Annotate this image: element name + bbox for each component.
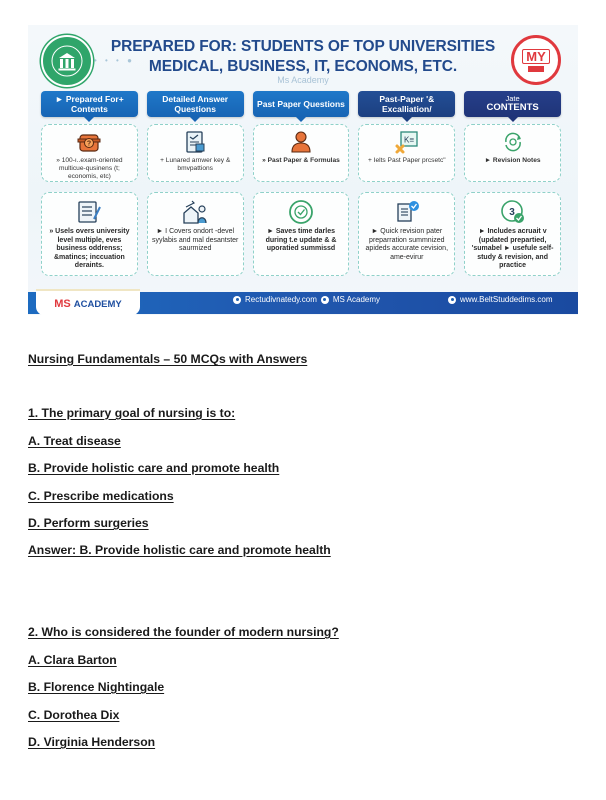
svg-text:?: ? — [87, 140, 92, 148]
my-stamp-logo — [511, 35, 561, 85]
feature-card — [253, 192, 350, 276]
svg-text:K≡: K≡ — [403, 135, 414, 145]
headline-line-1: PREPARED FOR: STUDENTS OF TOP UNIVERSITIES — [110, 38, 496, 55]
stamp-ribbon — [528, 66, 543, 72]
document-title: Nursing Fundamentals – 50 MCQs with Answers — [28, 352, 308, 366]
footer-link-1: Rectudivnatedy.com — [245, 295, 317, 304]
feature-text: ► Quick revision pater preparration summnized apideds accurate cevision, ame-evirur — [365, 228, 449, 261]
feature-text: + Ielts Past Paper prcsetc" — [367, 157, 446, 164]
feature-card — [253, 124, 350, 182]
person-icon — [287, 128, 315, 156]
globe-icon — [233, 296, 241, 304]
question-1-option-d: D. Perform surgeries — [28, 516, 149, 530]
column-headers — [41, 91, 561, 117]
stamp-text: MY — [522, 49, 550, 64]
brand-ms: MS — [54, 298, 71, 310]
feature-card — [147, 124, 244, 182]
headline-line-2: MEDICAL, BUSINESS, IT, ECONOMS, ETC. — [148, 58, 458, 75]
feature-text: ► Revision Notes — [484, 157, 541, 164]
question-1-answer: Answer: B. Provide holistic care and promote health — [28, 543, 331, 557]
question-1-option-a: A. Treat disease — [28, 434, 121, 448]
question-1-option-c: C. Prescribe medications — [28, 489, 174, 503]
column-header-past-paper-questions: Past Paper Questions — [253, 91, 350, 117]
social-icon — [321, 296, 329, 304]
column-header-detailed-answer: Detailed Answer Questions — [147, 91, 244, 117]
feature-card — [41, 124, 138, 182]
feature-card — [358, 124, 455, 182]
promo-banner — [28, 25, 578, 315]
badge-recycle-icon — [286, 197, 316, 227]
feature-card — [358, 192, 455, 276]
footer-website-text: www.BeltStuddedims.com — [460, 295, 553, 304]
question-2-option-c: C. Dorothea Dix — [28, 708, 120, 722]
column-header-contents — [464, 91, 561, 117]
document-board-icon — [393, 128, 421, 156]
building-icon — [50, 44, 84, 78]
banner-headline — [98, 37, 508, 77]
feature-row-1 — [41, 124, 561, 182]
banner-subbrand: Ms Academy — [277, 75, 329, 85]
feature-card — [464, 192, 561, 276]
decorative-dots: • • • ● — [94, 56, 135, 65]
feature-card — [41, 192, 138, 276]
checklist-icon — [74, 197, 104, 227]
question-2-option-d: D. Virginia Henderson — [28, 735, 156, 749]
question-2: 2. Who is considered the founder of modern nursing? — [28, 625, 339, 639]
ms-academy-logo — [36, 289, 140, 315]
svg-text:3: 3 — [508, 207, 515, 218]
feature-text: » Past Paper & Formulas — [262, 157, 340, 164]
feature-text: ► I Covers ondort -devel syylabis and mal desantster saurmized — [152, 228, 239, 252]
footer-link-2: MS Academy — [332, 295, 381, 304]
column-header-small: Jate — [505, 94, 520, 103]
feature-text: ► Saves time darles during t.e update & & uporatied summissd — [265, 228, 337, 252]
answer-sheet-icon — [181, 128, 209, 156]
column-header-past-paper-excalliation: Past-Paper '& Excalliation/ — [358, 91, 455, 117]
footer-links — [233, 295, 380, 304]
revision-cycle-icon — [499, 128, 527, 156]
printer-check-icon — [392, 197, 422, 227]
feature-row-2 — [41, 192, 561, 276]
feature-text: + Lunared arnwer key & bmvpattions — [160, 157, 231, 172]
badge-check-icon — [498, 197, 528, 227]
question-2-option-a: A. Clara Barton — [28, 653, 117, 667]
question-2-option-b: B. Florence Nightingale — [28, 680, 165, 694]
feature-card — [464, 124, 561, 182]
brand-academy: ACADEMY — [73, 298, 122, 310]
footer-website — [448, 295, 552, 304]
graduates-icon — [180, 197, 210, 227]
column-header-main: CONTENTS — [486, 102, 539, 113]
check-icon — [448, 296, 456, 304]
question-1-option-b: B. Provide holistic care and promote health — [28, 461, 280, 475]
feature-card — [147, 192, 244, 276]
feature-text: ► Includes acruait v (updated prepartied, 'sumabel ► usefule self-study & revision, and practice — [471, 228, 554, 269]
column-header-prepared-for: ► Prepared For+ Contents — [41, 91, 138, 117]
feature-text: » Usels overs university level multiple, eves business oddrenss; &matincs; inccuation deraints. — [49, 228, 130, 269]
treasure-chest-icon — [75, 128, 103, 156]
feature-text: » 100-ı..exam-oriented multicue-qusinens (t; economis, etc) — [56, 157, 123, 180]
question-1: 1. The primary goal of nursing is to: — [28, 406, 236, 420]
